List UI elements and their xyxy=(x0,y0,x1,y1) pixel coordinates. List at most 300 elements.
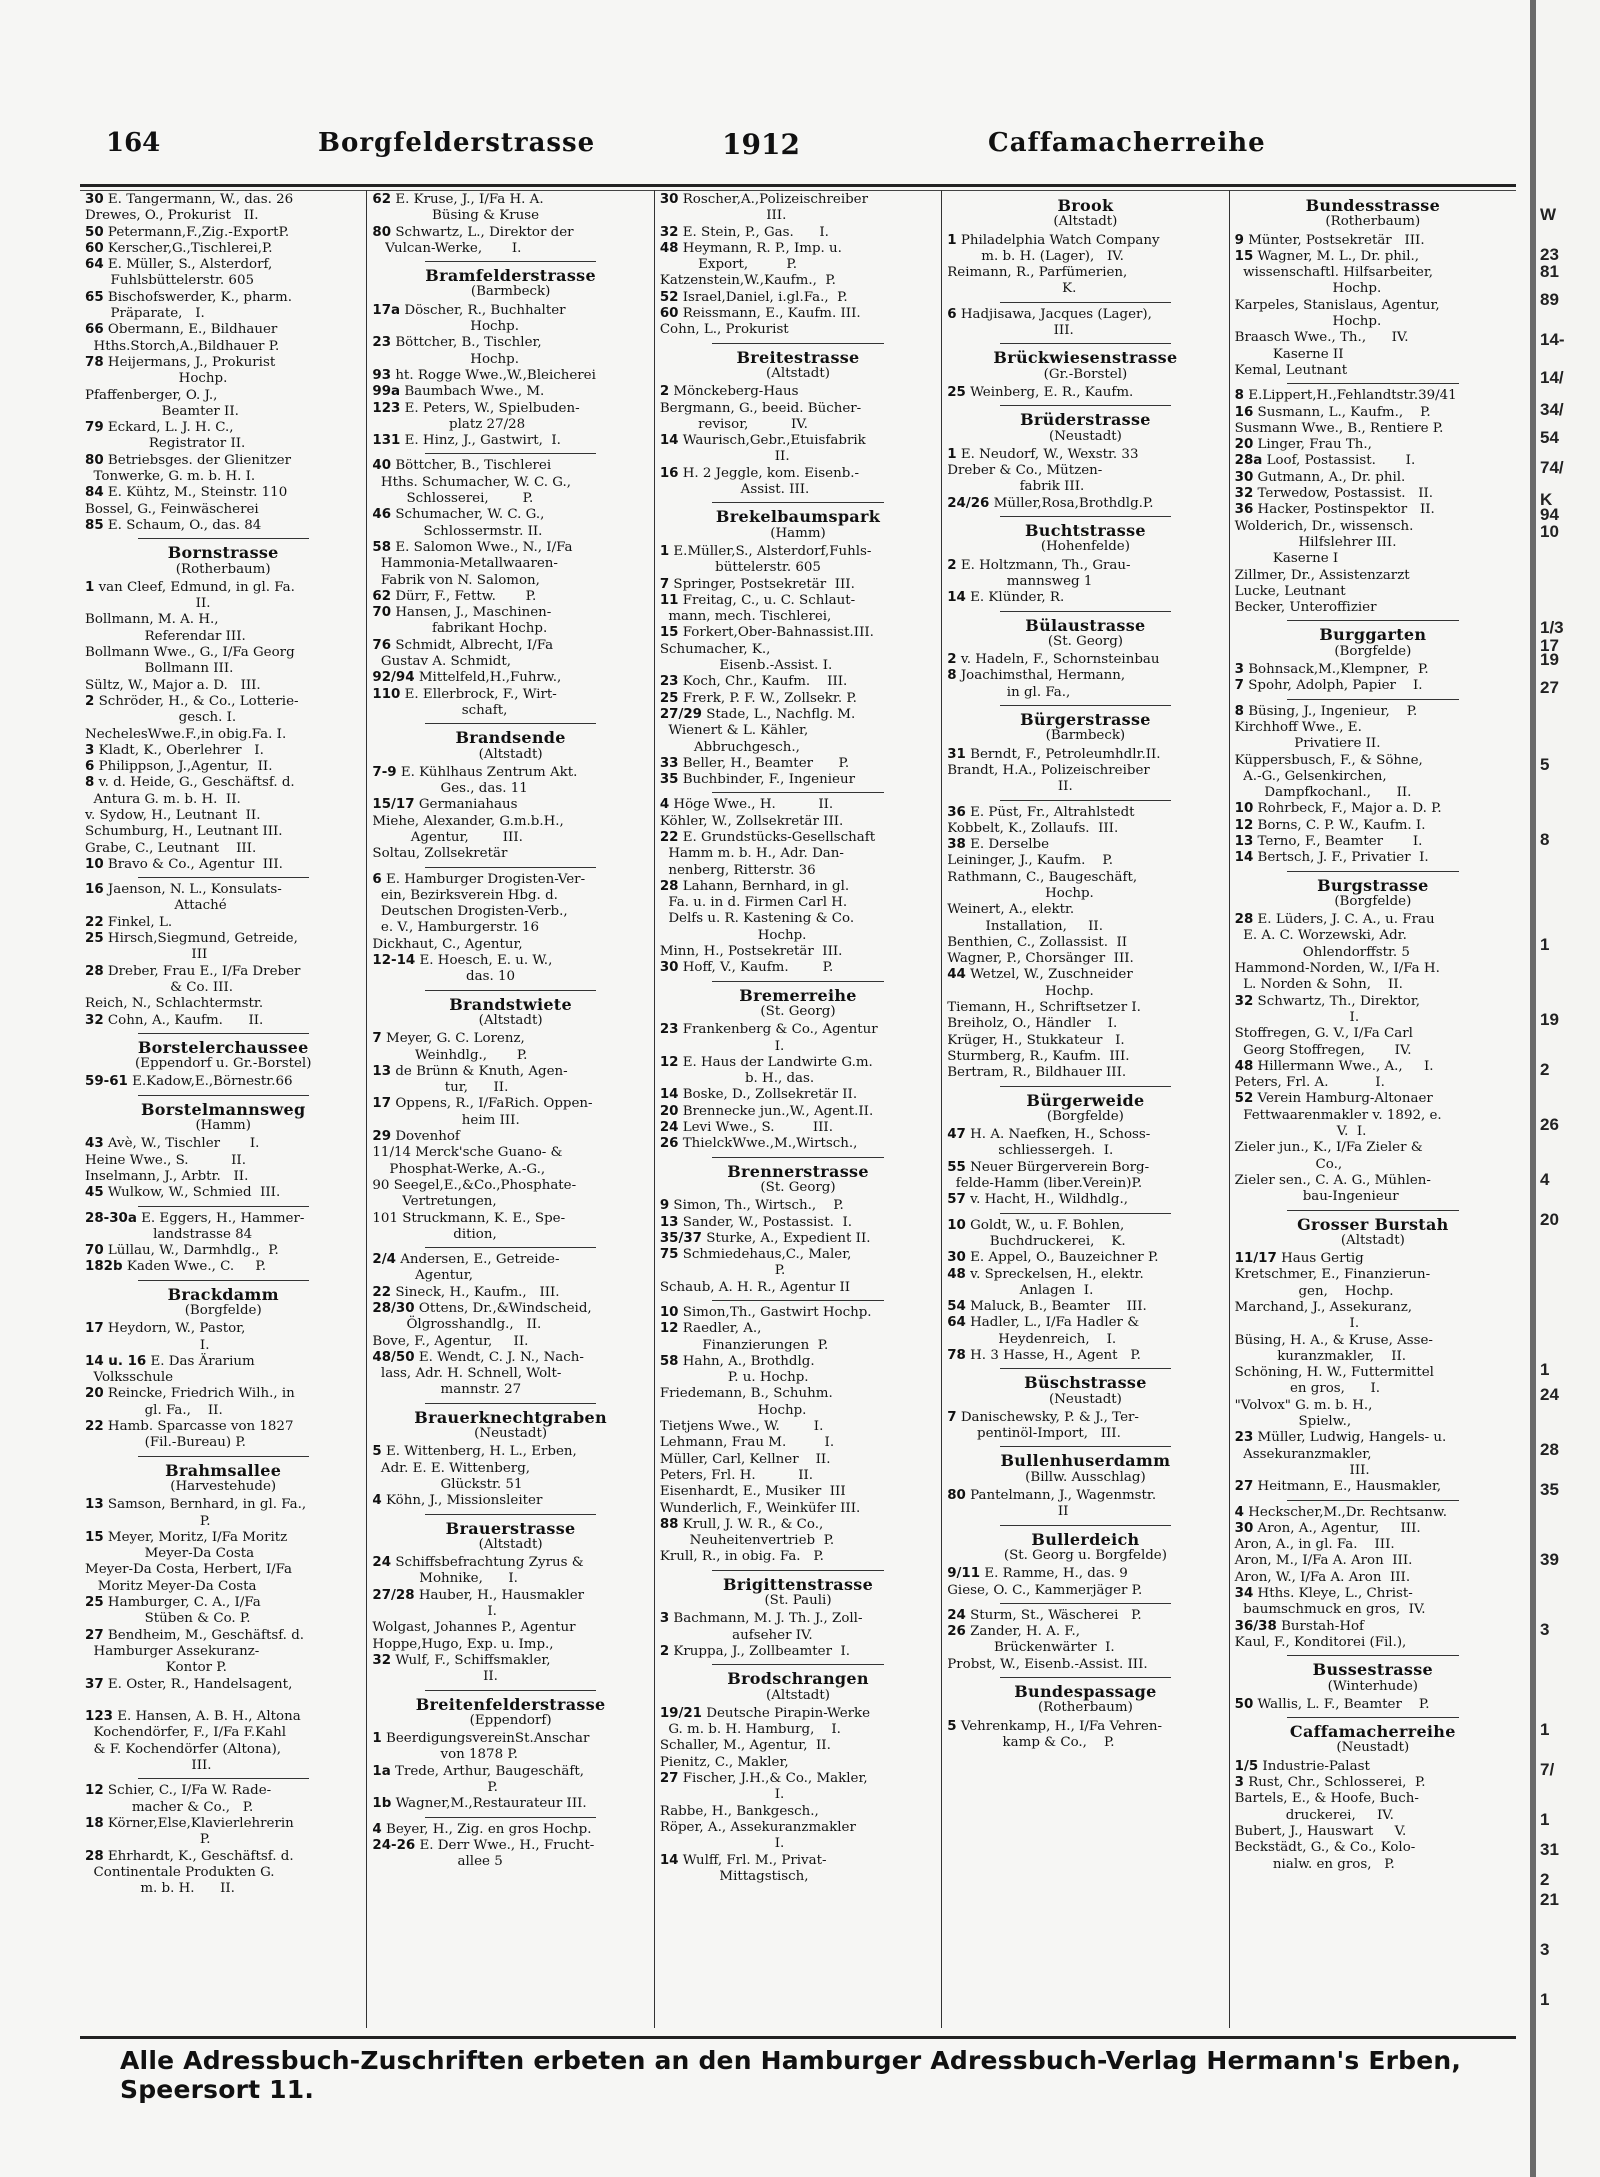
directory-entry xyxy=(85,453,361,469)
entry-text: Röper, A., Assekuranzmakler xyxy=(659,1819,856,1835)
directory-entry xyxy=(85,1660,361,1676)
directory-entry xyxy=(947,805,1223,821)
house-number: 43 xyxy=(85,1136,104,1152)
entry-text: Philadelphia Watch Company xyxy=(960,232,1160,248)
house-number: 23 xyxy=(1234,1430,1254,1446)
house-number: 24 xyxy=(947,1607,966,1623)
directory-entry xyxy=(947,1127,1223,1143)
directory-entry xyxy=(372,1477,648,1493)
entry-text: Schwartz, Th., Direktor, xyxy=(1257,993,1421,1009)
entry-text: P. xyxy=(659,1263,786,1279)
entry-text: II. xyxy=(372,1669,498,1685)
entry-text: Hochp. xyxy=(372,319,519,335)
entry-text: Ehrhardt, K., Geschäftsf. d. xyxy=(107,1848,294,1864)
directory-entry xyxy=(85,1644,361,1660)
directory-entry xyxy=(1235,405,1511,421)
directory-entry xyxy=(85,808,361,824)
entry-text: Dickhaut, C., Agentur, xyxy=(372,936,523,952)
entry-text: Heitmann, E., Hausmakler, xyxy=(1257,1479,1442,1495)
directory-entry xyxy=(1235,720,1511,736)
house-number: 70 xyxy=(372,605,392,621)
entry-text: Kaul, F., Konditorei (Fil.), xyxy=(1234,1634,1407,1650)
entry-text: Referendar III. xyxy=(85,628,246,644)
entry-text: 101 Struckmann, K. E., Spe- xyxy=(372,1210,566,1226)
directory-entry xyxy=(660,772,936,788)
entry-text: Goldt, W., u. F. Bohlen, xyxy=(970,1217,1125,1233)
directory-entry xyxy=(1235,912,1511,928)
entry-text: Hths. Schumacher, W. C. G., xyxy=(372,474,572,490)
house-number: 35 xyxy=(659,772,679,788)
house-number: 28a xyxy=(1234,453,1263,469)
entry-text: Kretschmer, E., Finanzierun- xyxy=(1234,1267,1431,1283)
entry-text: & F. Kochendörfer (Altona), xyxy=(85,1741,282,1757)
directory-entry xyxy=(372,605,648,621)
district-label: (Borgfelde) xyxy=(1334,893,1412,909)
house-number: 6 xyxy=(372,871,382,887)
directory-entry xyxy=(85,1816,361,1832)
entry-text: Heymann, R. P., Imp. u. xyxy=(682,240,842,256)
entry-text: Israel,Daniel, i.gl.Fa., P. xyxy=(682,289,848,305)
directory-entry xyxy=(1235,502,1511,518)
entry-text: Rabbe, H., Bankgesch., xyxy=(659,1803,819,1819)
entry-text: ein, Bezirksverein Hbg. d. xyxy=(372,887,558,903)
house-number: 19/21 xyxy=(659,1705,702,1721)
entry-text: E. Kühtz, M., Steinstr. 110 xyxy=(107,485,288,501)
entry-text: v. d. Heide, G., Geschäftsf. d. xyxy=(98,775,295,791)
directory-entry xyxy=(1235,961,1511,977)
section-divider xyxy=(138,1280,309,1281)
entry-text: Hilfslehrer III. xyxy=(1234,534,1397,550)
directory-entry xyxy=(1235,1010,1511,1026)
entry-text: Springer, Postsekretär III. xyxy=(673,576,855,592)
section-divider xyxy=(712,792,883,793)
directory-entry xyxy=(1235,1791,1511,1807)
entry-text: in gl. Fa., xyxy=(947,684,1071,700)
directory-entry xyxy=(660,1198,936,1214)
entry-text: kuranzmakler, II. xyxy=(1234,1348,1407,1364)
entry-text: Eckard, L. J. H. C., xyxy=(107,420,234,436)
directory-entry xyxy=(660,960,936,976)
directory-entry xyxy=(660,1039,936,1055)
entry-text: Reimann, R., Parfümerien, xyxy=(947,265,1128,281)
entry-text: "Volvox" G. m. b. H., xyxy=(1234,1397,1373,1413)
entry-text: baumschmuck en gros, IV. xyxy=(1234,1602,1426,1618)
street-heading: Burggarten xyxy=(1319,625,1427,645)
entry-text: Attaché xyxy=(85,898,227,914)
entry-text: Schaub, A. H. R., Agentur II xyxy=(659,1279,851,1295)
directory-entry xyxy=(660,384,936,400)
entry-text: Katzenstein,W.,Kaufm., P. xyxy=(659,273,836,289)
directory-entry xyxy=(660,911,936,927)
entry-text: Germaniahaus xyxy=(418,797,518,813)
margin-fragment: 31 xyxy=(1540,1840,1559,1859)
directory-entry xyxy=(947,233,1223,249)
directory-entry xyxy=(947,1504,1223,1520)
directory-entry xyxy=(372,1064,648,1080)
directory-entry xyxy=(372,1731,648,1747)
margin-fragment: 3 xyxy=(1540,1940,1550,1959)
directory-entry xyxy=(947,479,1223,495)
section-divider xyxy=(425,723,596,724)
entry-text: Finkel, L. xyxy=(107,914,173,930)
entry-text: Gutmann, A., Dr. phil. xyxy=(1257,469,1406,485)
entry-text: Peters, Frl. H. II. xyxy=(659,1467,814,1483)
entry-text: Vertretungen, xyxy=(372,1194,497,1210)
margin-fragment: 10 xyxy=(1540,522,1559,541)
entry-text: Friedemann, B., Schuhm. xyxy=(659,1386,833,1402)
house-number: 25 xyxy=(947,384,966,400)
directory-entry xyxy=(947,951,1223,967)
entry-text: Wienert & L. Kähler, xyxy=(659,723,809,739)
directory-entry xyxy=(372,1145,648,1161)
house-number: 12 xyxy=(1234,817,1254,833)
entry-text: schaft, xyxy=(372,702,508,718)
district-label: (Neustadt) xyxy=(474,1426,548,1442)
directory-entry xyxy=(372,1268,648,1284)
directory-entry xyxy=(372,433,648,449)
directory-entry xyxy=(947,447,1223,463)
directory-entry xyxy=(85,1881,361,1897)
entry-text: E. Klünder, R. xyxy=(970,590,1065,606)
house-number: 55 xyxy=(947,1159,966,1175)
directory-entry xyxy=(947,886,1223,902)
directory-entry xyxy=(85,1709,361,1725)
entry-text: gl. Fa., II. xyxy=(85,1402,223,1418)
directory-entry xyxy=(372,872,648,888)
house-number: 20 xyxy=(85,1386,104,1402)
section-divider xyxy=(1000,1213,1171,1214)
entry-text: Schmidt, Albrecht, I/Fa xyxy=(395,637,554,653)
house-number: 182b xyxy=(85,1259,123,1275)
directory-entry xyxy=(660,290,936,306)
directory-entry xyxy=(1235,704,1511,720)
entry-text: Kontor P. xyxy=(85,1660,227,1676)
section-divider xyxy=(425,990,596,991)
margin-fragment: 14- xyxy=(1540,330,1565,349)
column-2 xyxy=(367,190,654,2028)
house-number: 14 u. 16 xyxy=(85,1353,147,1369)
directory-entry xyxy=(660,241,936,257)
margin-fragment: 28 xyxy=(1540,1440,1559,1459)
directory-entry xyxy=(660,449,936,465)
entry-text: Stoffregen, G. V., I/Fa Carl xyxy=(1234,1026,1413,1042)
entry-text: Drewes, O., Prokurist II. xyxy=(85,208,259,224)
entry-text: von 1878 P. xyxy=(372,1747,518,1763)
street-heading: Brahmsallee xyxy=(165,1460,282,1480)
entry-text: Dreber, Frau E., I/Fa Dreber xyxy=(107,963,301,979)
house-number: 2 xyxy=(947,652,957,668)
house-number: 66 xyxy=(85,322,104,338)
directory-entry xyxy=(372,1764,648,1780)
directory-entry xyxy=(947,837,1223,853)
entry-text: Schlosserei, P. xyxy=(372,491,534,507)
house-number: 16 xyxy=(1234,404,1254,420)
directory-entry xyxy=(1235,1189,1511,1205)
street-heading: Büschstrasse xyxy=(1024,1373,1147,1393)
entry-text: Sturke, A., Expedient II. xyxy=(706,1230,871,1246)
entry-text: E.Müller,S., Alsterdorf,Fuhls- xyxy=(673,543,872,559)
directory-entry xyxy=(1235,801,1511,817)
margin-fragment: 2 xyxy=(1540,1870,1550,1889)
entry-text: Anlagen I. xyxy=(947,1282,1094,1298)
directory-entry xyxy=(947,1640,1223,1656)
entry-text: Avè, W., Tischler I. xyxy=(107,1136,260,1152)
entry-text: Dürr, F., Fettw. P. xyxy=(395,588,537,604)
house-number: 28 xyxy=(659,878,679,894)
entry-text: Terno, F., Beamter I. xyxy=(1257,833,1423,849)
entry-text: E. Grundstücks-Gesellschaft xyxy=(682,829,876,845)
entry-text: revisor, IV. xyxy=(659,416,808,432)
house-number: 24/26 xyxy=(947,495,990,511)
directory-entry xyxy=(372,475,648,491)
section-divider xyxy=(1000,611,1171,612)
street-heading: Breitestrasse xyxy=(736,347,860,367)
house-number: 10 xyxy=(85,856,104,872)
entry-text: heim III. xyxy=(372,1112,520,1128)
directory-entry xyxy=(85,841,361,857)
entry-text: Hirsch,Siegmund, Getreide, xyxy=(107,931,298,947)
entry-text: Agentur, xyxy=(372,1268,473,1284)
entry-text: Vehrenkamp, H., I/Fa Vehren- xyxy=(960,1718,1162,1734)
entry-text: BeerdigungsvereinSt.Anschar xyxy=(386,1731,590,1747)
directory-entry xyxy=(85,290,361,306)
house-number: 12 xyxy=(659,1054,679,1070)
street-heading: Borstelerchaussee xyxy=(137,1037,309,1057)
directory-entry xyxy=(1235,1537,1511,1553)
house-number: 15 xyxy=(659,625,679,641)
directory-entry xyxy=(1235,834,1511,850)
entry-text: Assekuranzmakler, xyxy=(1234,1446,1372,1462)
margin-fragment: 94 xyxy=(1540,505,1559,524)
entry-text: Aron, M., I/Fa A. Aron III. xyxy=(1234,1553,1413,1569)
directory-entry xyxy=(372,384,648,400)
district-label: (Altstadt) xyxy=(766,365,830,381)
district-label: (Altstadt) xyxy=(478,746,543,762)
entry-text: Meyer-Da Costa xyxy=(85,1546,255,1562)
directory-entry xyxy=(947,1065,1223,1081)
directory-entry xyxy=(85,1693,361,1709)
directory-entry xyxy=(1235,1479,1511,1495)
directory-entry xyxy=(85,502,361,518)
directory-entry xyxy=(85,857,361,873)
directory-entry xyxy=(660,1403,936,1419)
directory-entry xyxy=(85,694,361,710)
entry-text: E. Kruse, J., I/Fa H. A. xyxy=(395,192,544,207)
entry-text: G. m. b. H. Hamburg, I. xyxy=(659,1722,841,1738)
entry-text: I. xyxy=(1234,1316,1360,1332)
section-divider xyxy=(712,1157,883,1158)
house-number: 99a xyxy=(372,384,401,400)
district-label: (Borgfelde) xyxy=(1046,1108,1124,1124)
entry-text: Rathmann, C., Baugeschäft, xyxy=(947,869,1138,885)
entry-text: E.Lippert,H.,Fehlandtstr.39/41 xyxy=(1248,388,1457,404)
section-divider xyxy=(138,538,309,539)
entry-text: Pantelmann, J., Wagenmstr. xyxy=(970,1488,1157,1504)
house-number: 3 xyxy=(1234,662,1244,678)
street-heading: Bundesstrasse xyxy=(1305,196,1441,215)
entry-text: Bendheim, M., Geschäftsf. d. xyxy=(107,1627,305,1643)
entry-text: E. Wittenberg, H. L., Erben, xyxy=(386,1444,577,1460)
entry-text: Wolgast, Johannes P., Agentur xyxy=(372,1620,576,1636)
house-number: 30 xyxy=(1234,1520,1254,1536)
house-number: 47 xyxy=(947,1127,966,1143)
entry-text: Schmiedehaus,C., Maler, xyxy=(682,1247,852,1263)
directory-entry xyxy=(660,417,936,433)
house-number: 1 xyxy=(947,232,957,248)
entry-text: Bollmann Wwe., G., I/Fa Georg xyxy=(85,645,295,661)
directory-entry xyxy=(372,1252,648,1268)
directory-entry xyxy=(660,756,936,772)
margin-fragment: 14/ xyxy=(1540,368,1564,387)
directory-entry xyxy=(372,1350,648,1366)
directory-entry xyxy=(372,352,648,368)
entry-text: L. Norden & Sohn, II. xyxy=(1234,977,1403,993)
directory-entry xyxy=(660,401,936,417)
directory-entry xyxy=(85,1725,361,1741)
entry-text: Wagner, P., Chorsänger III. xyxy=(947,951,1134,967)
entry-text: Müller, Carl, Kellner II. xyxy=(659,1451,831,1467)
directory-entry xyxy=(85,420,361,436)
directory-entry xyxy=(1235,1759,1511,1775)
directory-entry xyxy=(660,1247,936,1263)
entry-text: Linger, Frau Th., xyxy=(1257,437,1372,453)
entry-text: Brückenwärter I. xyxy=(947,1640,1115,1656)
directory-entry xyxy=(372,638,648,654)
entry-text: Raedler, A., xyxy=(682,1321,762,1337)
directory-entry xyxy=(660,225,936,241)
house-number: 48/50 xyxy=(372,1349,415,1365)
directory-entry xyxy=(660,1468,936,1484)
entry-text: E. Ramme, H., das. 9 xyxy=(984,1566,1128,1582)
entry-text: Kirchhoff Wwe., E. xyxy=(1234,719,1362,735)
entry-text: E. A. C. Worzewski, Adr. xyxy=(1234,928,1407,944)
directory-entry xyxy=(85,1074,361,1090)
entry-text: Bohnsack,M.,Klempner, P. xyxy=(1248,662,1429,678)
directory-entry xyxy=(85,980,361,996)
entry-text: ht. Rogge Wwe.,W.,Bleicherei xyxy=(395,367,596,383)
directory-entry xyxy=(1235,945,1511,961)
house-number: 40 xyxy=(372,458,392,474)
directory-entry xyxy=(947,779,1223,795)
house-number: 64 xyxy=(947,1315,966,1331)
entry-text: I. xyxy=(1234,1009,1360,1025)
section-divider xyxy=(1287,699,1458,700)
directory-entry xyxy=(85,759,361,775)
directory-entry xyxy=(947,1426,1223,1442)
column-4 xyxy=(942,190,1229,2028)
entry-text: Assist. III. xyxy=(659,482,810,498)
house-number: 79 xyxy=(85,420,104,436)
street-heading: Breitenfelderstrasse xyxy=(415,1694,606,1714)
directory-entry xyxy=(660,642,936,658)
directory-entry xyxy=(660,1071,936,1087)
directory-entry xyxy=(85,1321,361,1337)
directory-entry xyxy=(660,707,936,723)
directory-entry xyxy=(1235,421,1511,437)
house-number: 46 xyxy=(372,507,392,523)
directory-entry xyxy=(947,1583,1223,1599)
directory-entry xyxy=(85,1136,361,1152)
directory-entry xyxy=(85,1677,361,1693)
directory-entry xyxy=(947,249,1223,265)
running-head-year: 1912 xyxy=(722,128,800,161)
directory-entry xyxy=(372,556,648,572)
entry-text: III xyxy=(85,947,208,963)
directory-entry xyxy=(1235,281,1511,297)
section-divider xyxy=(1287,383,1458,384)
directory-entry xyxy=(1235,994,1511,1010)
directory-entry xyxy=(85,208,361,224)
directory-entry xyxy=(1235,1521,1511,1537)
directory-entry xyxy=(85,1530,361,1546)
section-divider xyxy=(425,453,596,454)
entry-text: (Fil.-Bureau) P. xyxy=(85,1435,246,1451)
directory-entry xyxy=(85,1497,361,1513)
street-heading: Brigittenstrasse xyxy=(722,1574,874,1594)
directory-entry xyxy=(660,1836,936,1852)
margin-fragment: 81 xyxy=(1540,262,1559,281)
section-divider xyxy=(425,1817,596,1818)
section-divider xyxy=(425,261,596,262)
directory-entry xyxy=(1235,535,1511,551)
house-number: 2 xyxy=(659,1643,670,1659)
house-number: 28-30a xyxy=(85,1210,137,1226)
directory-entry xyxy=(660,1771,936,1787)
entry-text: Höge Wwe., H. II. xyxy=(673,797,834,813)
house-number: 1 xyxy=(85,579,95,595)
directory-entry xyxy=(85,1546,361,1562)
margin-fragment: 24 xyxy=(1540,1385,1559,1404)
directory-entry xyxy=(660,1354,936,1370)
entry-text: Oppens, R., I/FaRich. Oppen- xyxy=(395,1096,593,1112)
house-number: 62 xyxy=(372,588,392,604)
directory-entry xyxy=(372,417,648,433)
entry-text: Kaserne I xyxy=(1234,551,1339,567)
entry-text: Neuheitenvertrieb P. xyxy=(659,1533,835,1549)
house-number: 35/37 xyxy=(659,1230,702,1246)
house-number: 4 xyxy=(372,1821,382,1837)
entry-text: gesch. I. xyxy=(85,710,237,726)
entry-text: Agentur, III. xyxy=(372,829,523,845)
entry-text: Volksschule xyxy=(85,1370,174,1386)
district-label: (St. Pauli) xyxy=(764,1593,832,1609)
directory-entry xyxy=(372,830,648,846)
house-number: 32 xyxy=(1234,993,1254,1009)
entry-text: Trede, Arthur, Baugeschäft, xyxy=(395,1763,584,1779)
section-divider xyxy=(1000,1525,1171,1526)
directory-entry xyxy=(660,466,936,482)
house-number: 30 xyxy=(1234,469,1254,485)
house-number: 16 xyxy=(85,882,104,898)
entry-text: wissenschaftl. Hilfsarbeiter, xyxy=(1234,265,1434,281)
directory-entry xyxy=(947,1000,1223,1016)
entry-text: mannsweg 1 xyxy=(947,573,1093,589)
entry-text: K. xyxy=(947,281,1077,297)
entry-text: Sültz, W., Major a. D. III. xyxy=(85,677,261,693)
entry-text: III. xyxy=(659,208,787,224)
section-divider xyxy=(712,1570,883,1571)
entry-text: Fabrik von N. Salomon, xyxy=(372,572,540,588)
directory-entry xyxy=(1235,1333,1511,1349)
directory-entry xyxy=(1235,298,1511,314)
directory-entry xyxy=(947,1566,1223,1582)
directory-entry xyxy=(85,947,361,963)
entry-text: kamp & Co., P. xyxy=(947,1734,1115,1750)
district-label: (Altstadt) xyxy=(478,1012,543,1028)
section-divider xyxy=(1000,516,1171,517)
header-rule xyxy=(80,184,1516,187)
entry-text: Wulff, Frl. M., Privat- xyxy=(682,1852,827,1868)
